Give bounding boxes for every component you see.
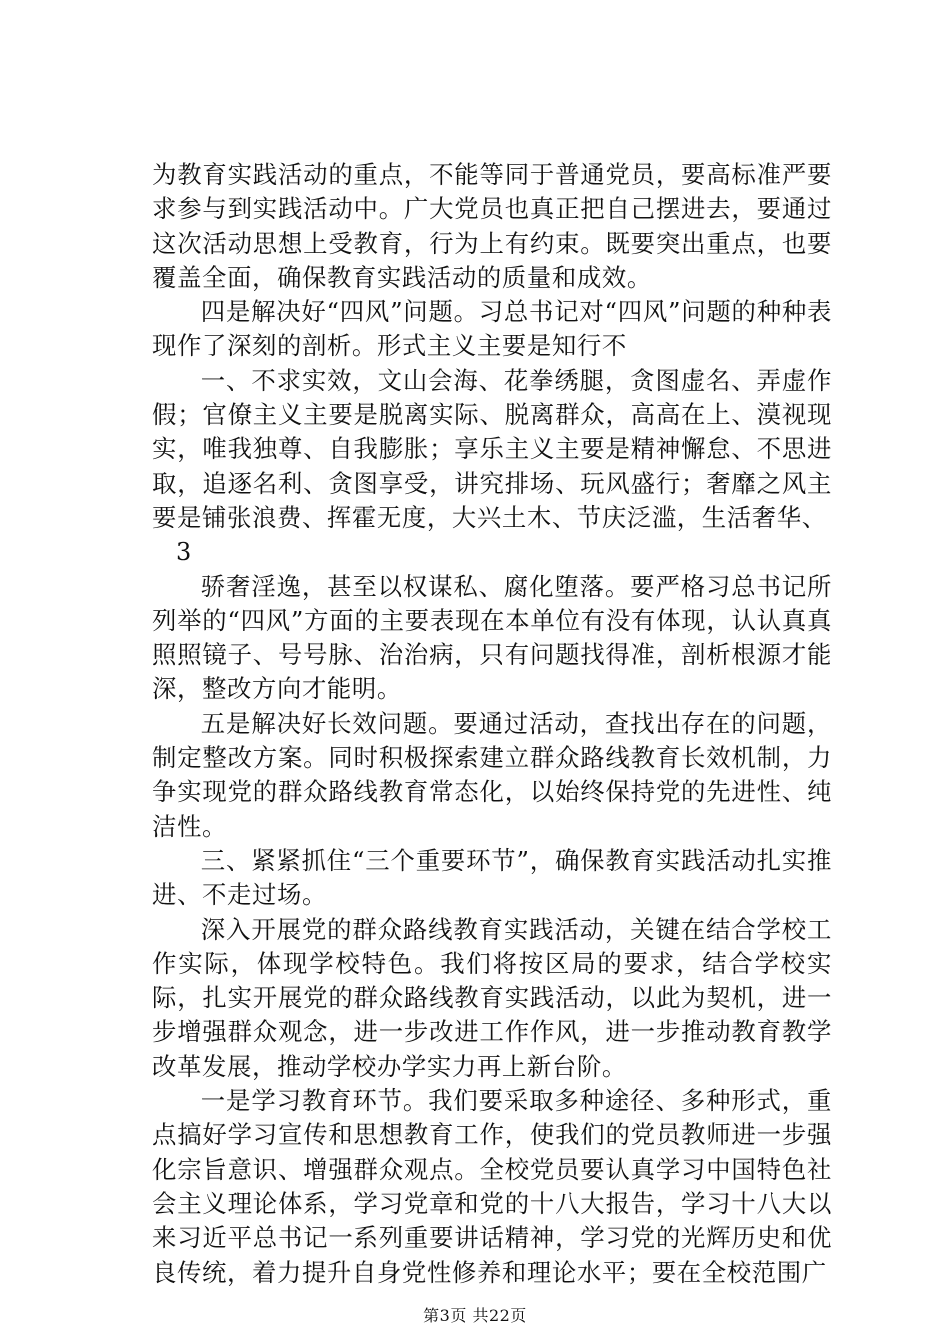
paragraph-4: 骄奢淫逸，甚至以权谋私、腐化堕落。要严格习总书记所列举的“四风”方面的主要表现在本单位有没有体现，认认真真照照镜子、号号脉、治治病，只有问题找得准，剖析根源才能深，整改方向才能明。 xyxy=(152,571,832,704)
section-heading-3: 三、紧紧抓住“三个重要环节”，确保教育实践活动扎实推进、不走过场。 xyxy=(152,845,832,910)
paragraph-5: 五是解决好长效问题。要通过活动，查找出存在的问题，制定整改方案。同时积极探索建立群众路线教育长效机制，力争实现党的群众路线教育常态化，以始终保持党的先进性、纯洁性。 xyxy=(152,708,832,841)
paragraph-1: 为教育实践活动的重点，不能等同于普通党员，要高标准严要求参与到实践活动中。广大党员也真正把自己摆进去，要通过这次活动思想上受教育，行为上有约束。既要突出重点，也要覆盖全面，确保教育实践活动的质量和成效。 xyxy=(152,160,832,292)
paragraph-7: 一是学习教育环节。我们要采取多种途径、多种形式，重点搞好学习宣传和思想教育工作，使我们的党员教师进一步强化宗旨意识、增强群众观点。全校党员要认真学习中国特色社会主义理论体系，学习党章和党的十八大报告，学习十八大以来习近平总书记一系列重要讲话精神，学习党的光辉历史和优良传统，着力提升自身党性修养和理论水平；要在全校范围广 xyxy=(152,1086,832,1287)
paragraph-3: 一、不求实效，文山会海、花拳绣腿，贪图虚名、弄虚作假；官僚主义主要是脱离实际、脱离群众，高高在上、漠视现实，唯我独尊、自我膨胀；享乐主义主要是精神懈怠、不思进取，追逐名利、贪图享受，讲究排场、玩风盛行；奢靡之风主要是铺张浪费、挥霍无度，大兴土木、节庆泛滥，生活奢华、 xyxy=(152,365,832,532)
paragraph-2: 四是解决好“四风”问题。习总书记对“四风”问题的种种表现作了深刻的剖析。形式主义主要是知行不 xyxy=(152,297,832,361)
document-body xyxy=(152,158,832,1290)
inline-page-number: 3 xyxy=(176,538,192,567)
page-footer: 第3页 共22页 xyxy=(423,1306,527,1325)
paragraph-6: 深入开展党的群众路线教育实践活动，关键在结合学校工作实际，体现学校特色。我们将按区局的要求，结合学校实际，扎实开展党的群众路线教育实践活动，以此为契机，进一步增强群众观念，进一步改进工作作风，进一步推动教育教学改革发展，推动学校办学实力再上新台阶。 xyxy=(152,914,832,1081)
